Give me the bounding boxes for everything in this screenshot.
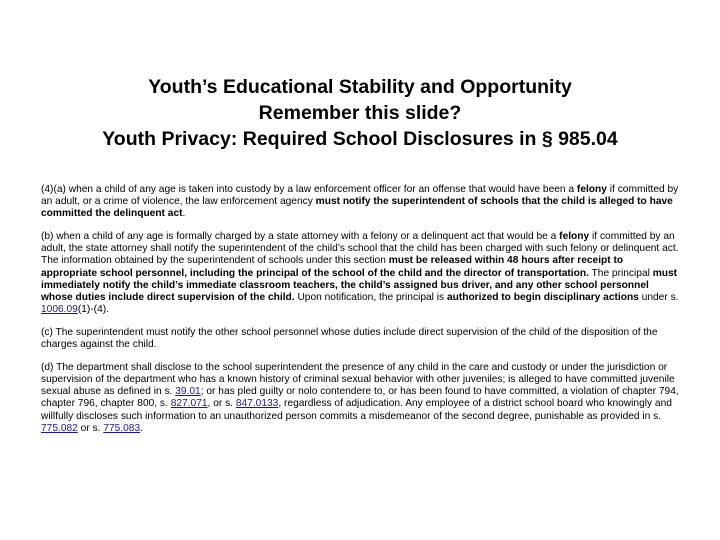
slide-title	[40, 74, 680, 152]
statute-link-847-0133[interactable]: 847.0133	[235, 398, 279, 410]
paragraph-4a	[41, 184, 681, 220]
text: (1)-(4).	[77, 303, 109, 315]
text: (c) The superintendent must notify the other school personnel whose duties include direct supervision of the child of the disposition of the charges against the child.	[41, 326, 658, 351]
text: (b) when a child of any age is formally charged by a state attorney with a felony or a delinquent act that would be a	[41, 231, 560, 243]
statute-link-39-01[interactable]: 39.01	[175, 386, 201, 398]
statute-link-775-082[interactable]: 775.082	[41, 422, 78, 434]
bold-text: authorized to begin disciplinary actions	[446, 291, 639, 303]
text: , regardless of adjudication. Any employee of a district school board who knowingly and willfully discloses such information to an unauthorized person commits a misdemeanor of the second degree, punishable as provided in s.	[41, 398, 672, 422]
text: if committed by an adult, or a crime of violence, the law enforcement agency	[41, 184, 679, 208]
bold-text: must be released within 48 hours after receipt to appropriate school personnel, including the principal of the school of the child and the director of transportation.	[41, 255, 624, 279]
title-line-3: Youth Privacy: Required School Disclosures in § 985.04	[102, 128, 618, 150]
title-line-2: Remember this slide?	[258, 102, 462, 124]
paragraph-d	[41, 362, 681, 435]
statute-link-1006-09[interactable]: 1006.09	[41, 303, 78, 315]
bold-text: felony	[559, 231, 590, 243]
bold-text: must immediately notify the child’s immediate classroom teachers, the child’s assigned bus driver, and any other school personnel whose duties include direct supervision of the child.	[41, 267, 678, 303]
text: Upon notification, the principal is	[294, 291, 447, 303]
statute-link-827-071[interactable]: 827.071	[170, 398, 208, 410]
paragraph-b	[41, 231, 681, 316]
paragraph-c	[41, 327, 681, 351]
text: , or s.	[207, 398, 236, 410]
text: under s.	[638, 291, 679, 303]
text: .	[140, 422, 143, 434]
text: ; or has pled guilty or nolo contendere to, or has been found to have committed, a violation of chapter 794, chapter 796, chapter 800, s.	[41, 386, 679, 410]
title-line-1: Youth’s Educational Stability and Opportunity	[148, 76, 572, 98]
text: (d) The department shall disclose to the school superintendent the presence of any child in the care and custody or under the jurisdiction or supervision of the department who has a known history of criminal sexual behavior with other juveniles; is alleged to have committed juvenile sexual abuse as defined in s.	[41, 362, 675, 398]
statute-link-775-083[interactable]: 775.083	[103, 422, 141, 434]
text: (4)(a) when a child of any age is taken into custody by a law enforcement officer for an offense that would have been a	[41, 184, 577, 195]
bold-text: must notify the superintendent of schools that the child is alleged to have committed the delinquent act	[41, 196, 673, 220]
slide-body	[41, 184, 681, 446]
text: if committed by an adult, the state attorney shall notify the superintendent of the child’s school that the child has been charged with such felony or delinquent act. The information obtained by the superintendent of schools under this section	[41, 231, 679, 267]
text: .	[182, 208, 186, 220]
text: or s.	[77, 422, 104, 434]
bold-text: felony	[576, 184, 607, 195]
text: The principal	[588, 267, 653, 279]
